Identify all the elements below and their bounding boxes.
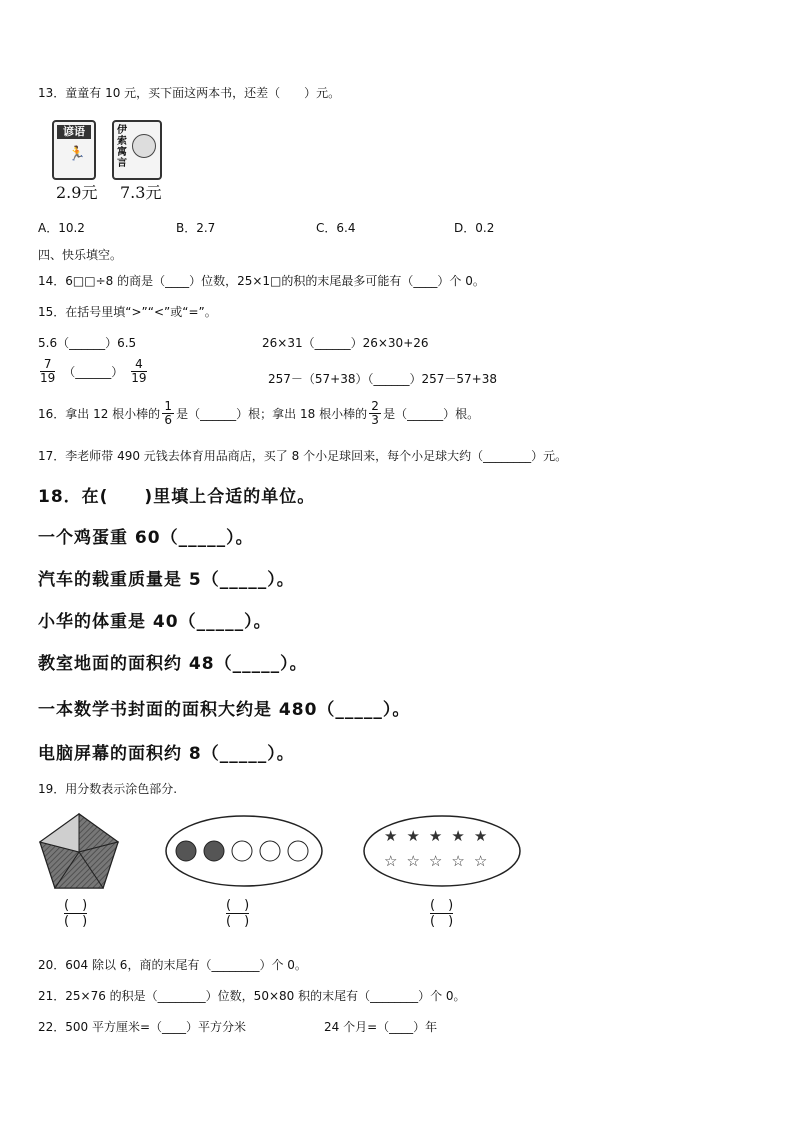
fraction (40, 358, 55, 385)
option-a: A．10.2 (38, 221, 85, 235)
q15-compare-2: 26×31（______）26×30+26 (262, 336, 429, 350)
star-outline-icon: ☆ (451, 852, 474, 870)
numerator: 1 (164, 399, 172, 413)
denominator: 19 (40, 371, 56, 385)
question-14: 14．6□□÷8 的商是（____）位数，25×1□的积的末尾最多可能有（____）个 0。 (38, 274, 485, 288)
q18-item: 一本数学书封面的面积大约是 480（_____）。 (38, 700, 411, 720)
character-illustration (132, 134, 156, 158)
numerator: 4 (135, 357, 143, 371)
question-15: 15．在括号里填“>”“<”或“=”。 (38, 305, 217, 319)
q16-text-1: 16．拿出 12 根小棒的 (38, 407, 161, 421)
section-heading: 四、快乐填空。 (38, 248, 123, 262)
fraction (162, 400, 174, 427)
book1-title: 谚语 (57, 125, 91, 139)
q15-compare-3 (38, 358, 149, 385)
fraction-answer-blank (64, 898, 87, 929)
q18-item: 教室地面的面积约 48（_____）。 (38, 654, 308, 674)
numerator: 7 (43, 357, 52, 371)
denominator-blank: ( ) (226, 914, 250, 929)
denominator-blank: ( ) (430, 914, 454, 929)
star-icon: ★ (406, 827, 429, 845)
stars-figure (362, 814, 522, 888)
denominator: 19 (131, 371, 147, 385)
book2-title-char: 索 (117, 136, 127, 147)
q18-item: 汽车的载重质量是 5（_____）。 (38, 570, 295, 590)
q15-compare-1: 5.6（______）6.5 (38, 336, 137, 350)
denominator: 6 (164, 413, 172, 427)
book2-title-char: 伊 (117, 125, 127, 136)
question-19: 19．用分数表示涂色部分. (38, 782, 178, 796)
star-icon: ★ (384, 827, 407, 845)
fraction (369, 400, 381, 427)
q16-text-3: 是（______）根。 (383, 407, 480, 421)
fraction-answer-blank (430, 898, 453, 929)
option-b: B．2.7 (176, 221, 216, 235)
question-20: 20．604 除以 6，商的末尾有（________）个 0。 (38, 958, 307, 972)
denominator-blank: ( ) (64, 914, 88, 929)
answer-blank: （______） (63, 365, 124, 379)
q18-item: 小华的体重是 40（_____）。 (38, 612, 272, 632)
q18-item: 一个鸡蛋重 60（_____）。 (38, 528, 254, 548)
q18-item: 电脑屏幕的面积约 8（_____）。 (38, 744, 295, 764)
pentagon-figure (38, 812, 120, 890)
option-d: D．0.2 (454, 221, 495, 235)
circles-figure (164, 814, 324, 888)
question-18-title: 18．在( )里填上合适的单位。 (38, 487, 316, 507)
q16-text-2: 是（______）根；拿出 18 根小棒的 (176, 407, 368, 421)
book2-price: 7.3元 (120, 183, 162, 202)
question-21: 21．25×76 的积是（________）位数，50×80 积的末尾有（________）个 0。 (38, 989, 466, 1003)
star-outline-icon: ☆ (406, 852, 429, 870)
star-outline-icon: ☆ (384, 852, 407, 870)
star-outline-icon: ☆ (473, 852, 497, 870)
numerator-blank: ( ) (226, 898, 250, 913)
book2-title-char: 言 (117, 158, 127, 169)
book1-price: 2.9元 (56, 183, 98, 202)
fraction (131, 358, 146, 385)
numerator: 2 (371, 399, 379, 413)
question-22-left: 22．500 平方厘米=（____）平方分米 (38, 1020, 247, 1034)
star-outline-icon: ☆ (428, 852, 452, 870)
q15-compare-4: 257－（57+38）（______）257－57+38 (268, 372, 497, 386)
option-c: C．6.4 (316, 221, 356, 235)
question-22-right: 24 个月=（____）年 (324, 1020, 438, 1034)
figure-icon: 🏃 (68, 146, 86, 162)
book2-title-char: 寓 (117, 147, 127, 158)
numerator-blank: ( ) (430, 898, 454, 913)
star-icon: ★ (473, 827, 497, 845)
question-16 (38, 400, 479, 427)
question-17: 17．李老师带 490 元钱去体育用品商店，买了 8 个小足球回来，每个小足球大约（________）元。 (38, 449, 568, 463)
star-icon: ★ (451, 827, 474, 845)
question-13: 13．童童有 10 元，买下面这两本书，还差（ ）元。 (38, 86, 341, 100)
fraction-answer-blank (226, 898, 249, 929)
denominator: 3 (371, 413, 379, 427)
star-icon: ★ (428, 827, 452, 845)
numerator-blank: ( ) (64, 898, 88, 913)
